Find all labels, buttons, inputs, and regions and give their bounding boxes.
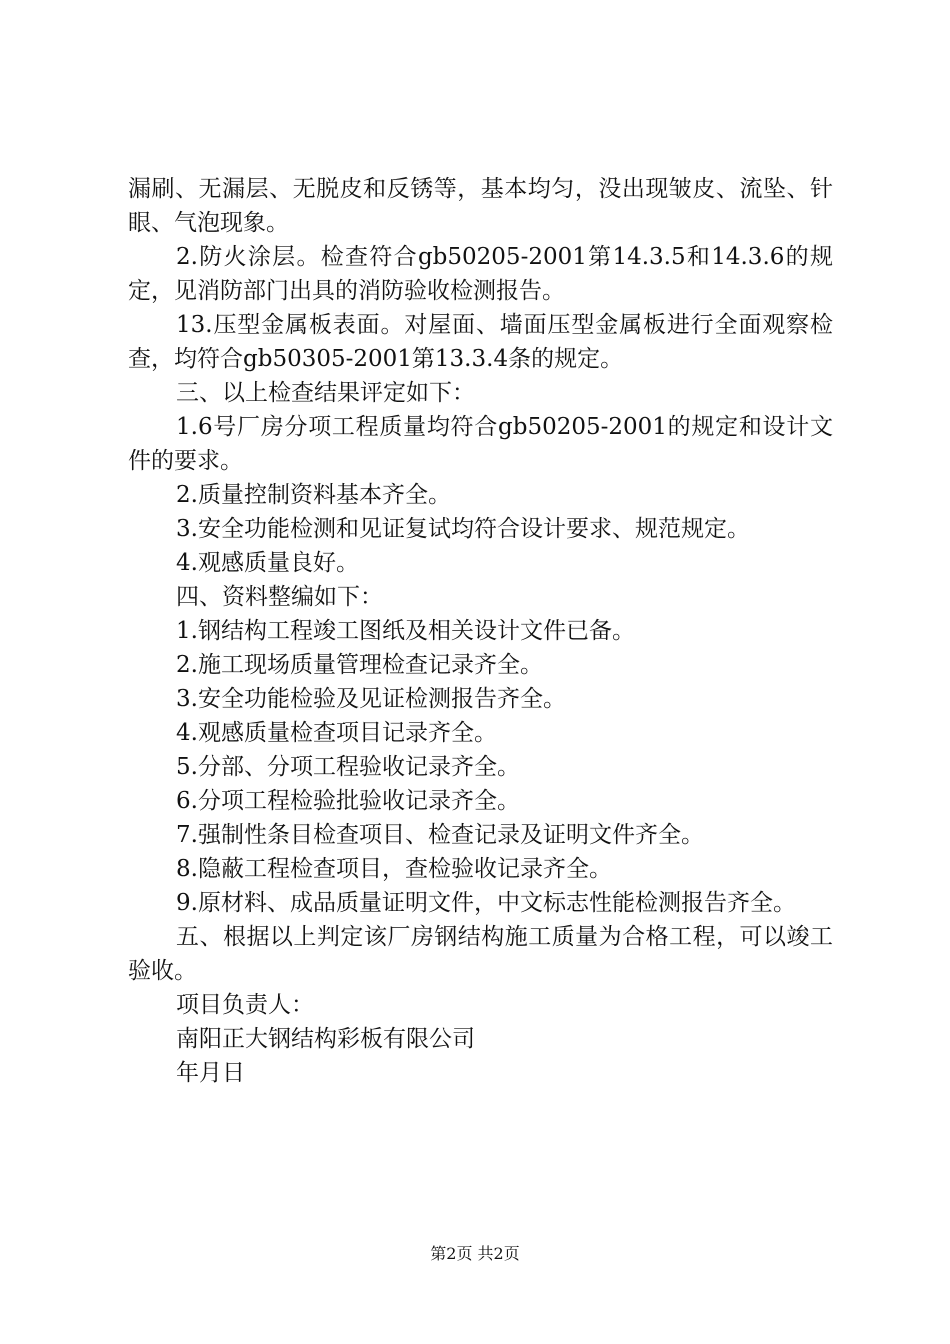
- paragraph: 13.压型金属板表面。对屋面、墙面压型金属板进行全面观察检查，均符合gb50305-2001第13.3.4条的规定。: [128, 312, 833, 372]
- list-item: 2.施工现场质量管理检查记录齐全。: [176, 652, 543, 678]
- list-item: 4.观感质量检查项目记录齐全。: [176, 720, 497, 746]
- company-name: 南阳正大钢结构彩板有限公司: [176, 1026, 475, 1052]
- paragraph: 漏刷、无漏层、无脱皮和反锈等，基本均匀，没出现皱皮、流坠、针眼、气泡现象。: [128, 176, 833, 236]
- list-item: 6.分项工程检验批验收记录齐全。: [176, 788, 520, 814]
- paragraph: 2.防火涂层。检查符合gb50205-2001第14.3.5和14.3.6的规定，见消防部门出具的消防验收检测报告。: [128, 244, 833, 304]
- section-heading: 四、资料整编如下：: [176, 584, 383, 610]
- signature-label: 项目负责人：: [176, 992, 314, 1018]
- page-footer: 第2页 共2页: [430, 1244, 520, 1263]
- list-item: 4.观感质量良好。: [176, 550, 359, 576]
- list-item: 2.质量控制资料基本齐全。: [176, 482, 451, 508]
- date-line: 年月日: [176, 1060, 245, 1086]
- list-item: 9.原材料、成品质量证明文件，中文标志性能检测报告齐全。: [176, 890, 796, 916]
- list-item: 3.安全功能检验及见证检测报告齐全。: [176, 686, 566, 712]
- list-item: 7.强制性条目检查项目、检查记录及证明文件齐全。: [176, 822, 704, 848]
- list-item: 3.安全功能检测和见证复试均符合设计要求、规范规定。: [176, 516, 750, 542]
- list-item: 1.钢结构工程竣工图纸及相关设计文件已备。: [176, 618, 635, 644]
- document-body: [128, 172, 833, 1090]
- list-item: 5.分部、分项工程验收记录齐全。: [176, 754, 520, 780]
- section-heading: 五、根据以上判定该厂房钢结构施工质量为合格工程，可以竣工验收。: [128, 924, 833, 984]
- list-item: 1.6号厂房分项工程质量均符合gb50205-2001的规定和设计文件的要求。: [128, 414, 833, 474]
- section-heading: 三、以上检查结果评定如下：: [176, 380, 475, 406]
- list-item: 8.隐蔽工程检查项目，查检验收记录齐全。: [176, 856, 612, 882]
